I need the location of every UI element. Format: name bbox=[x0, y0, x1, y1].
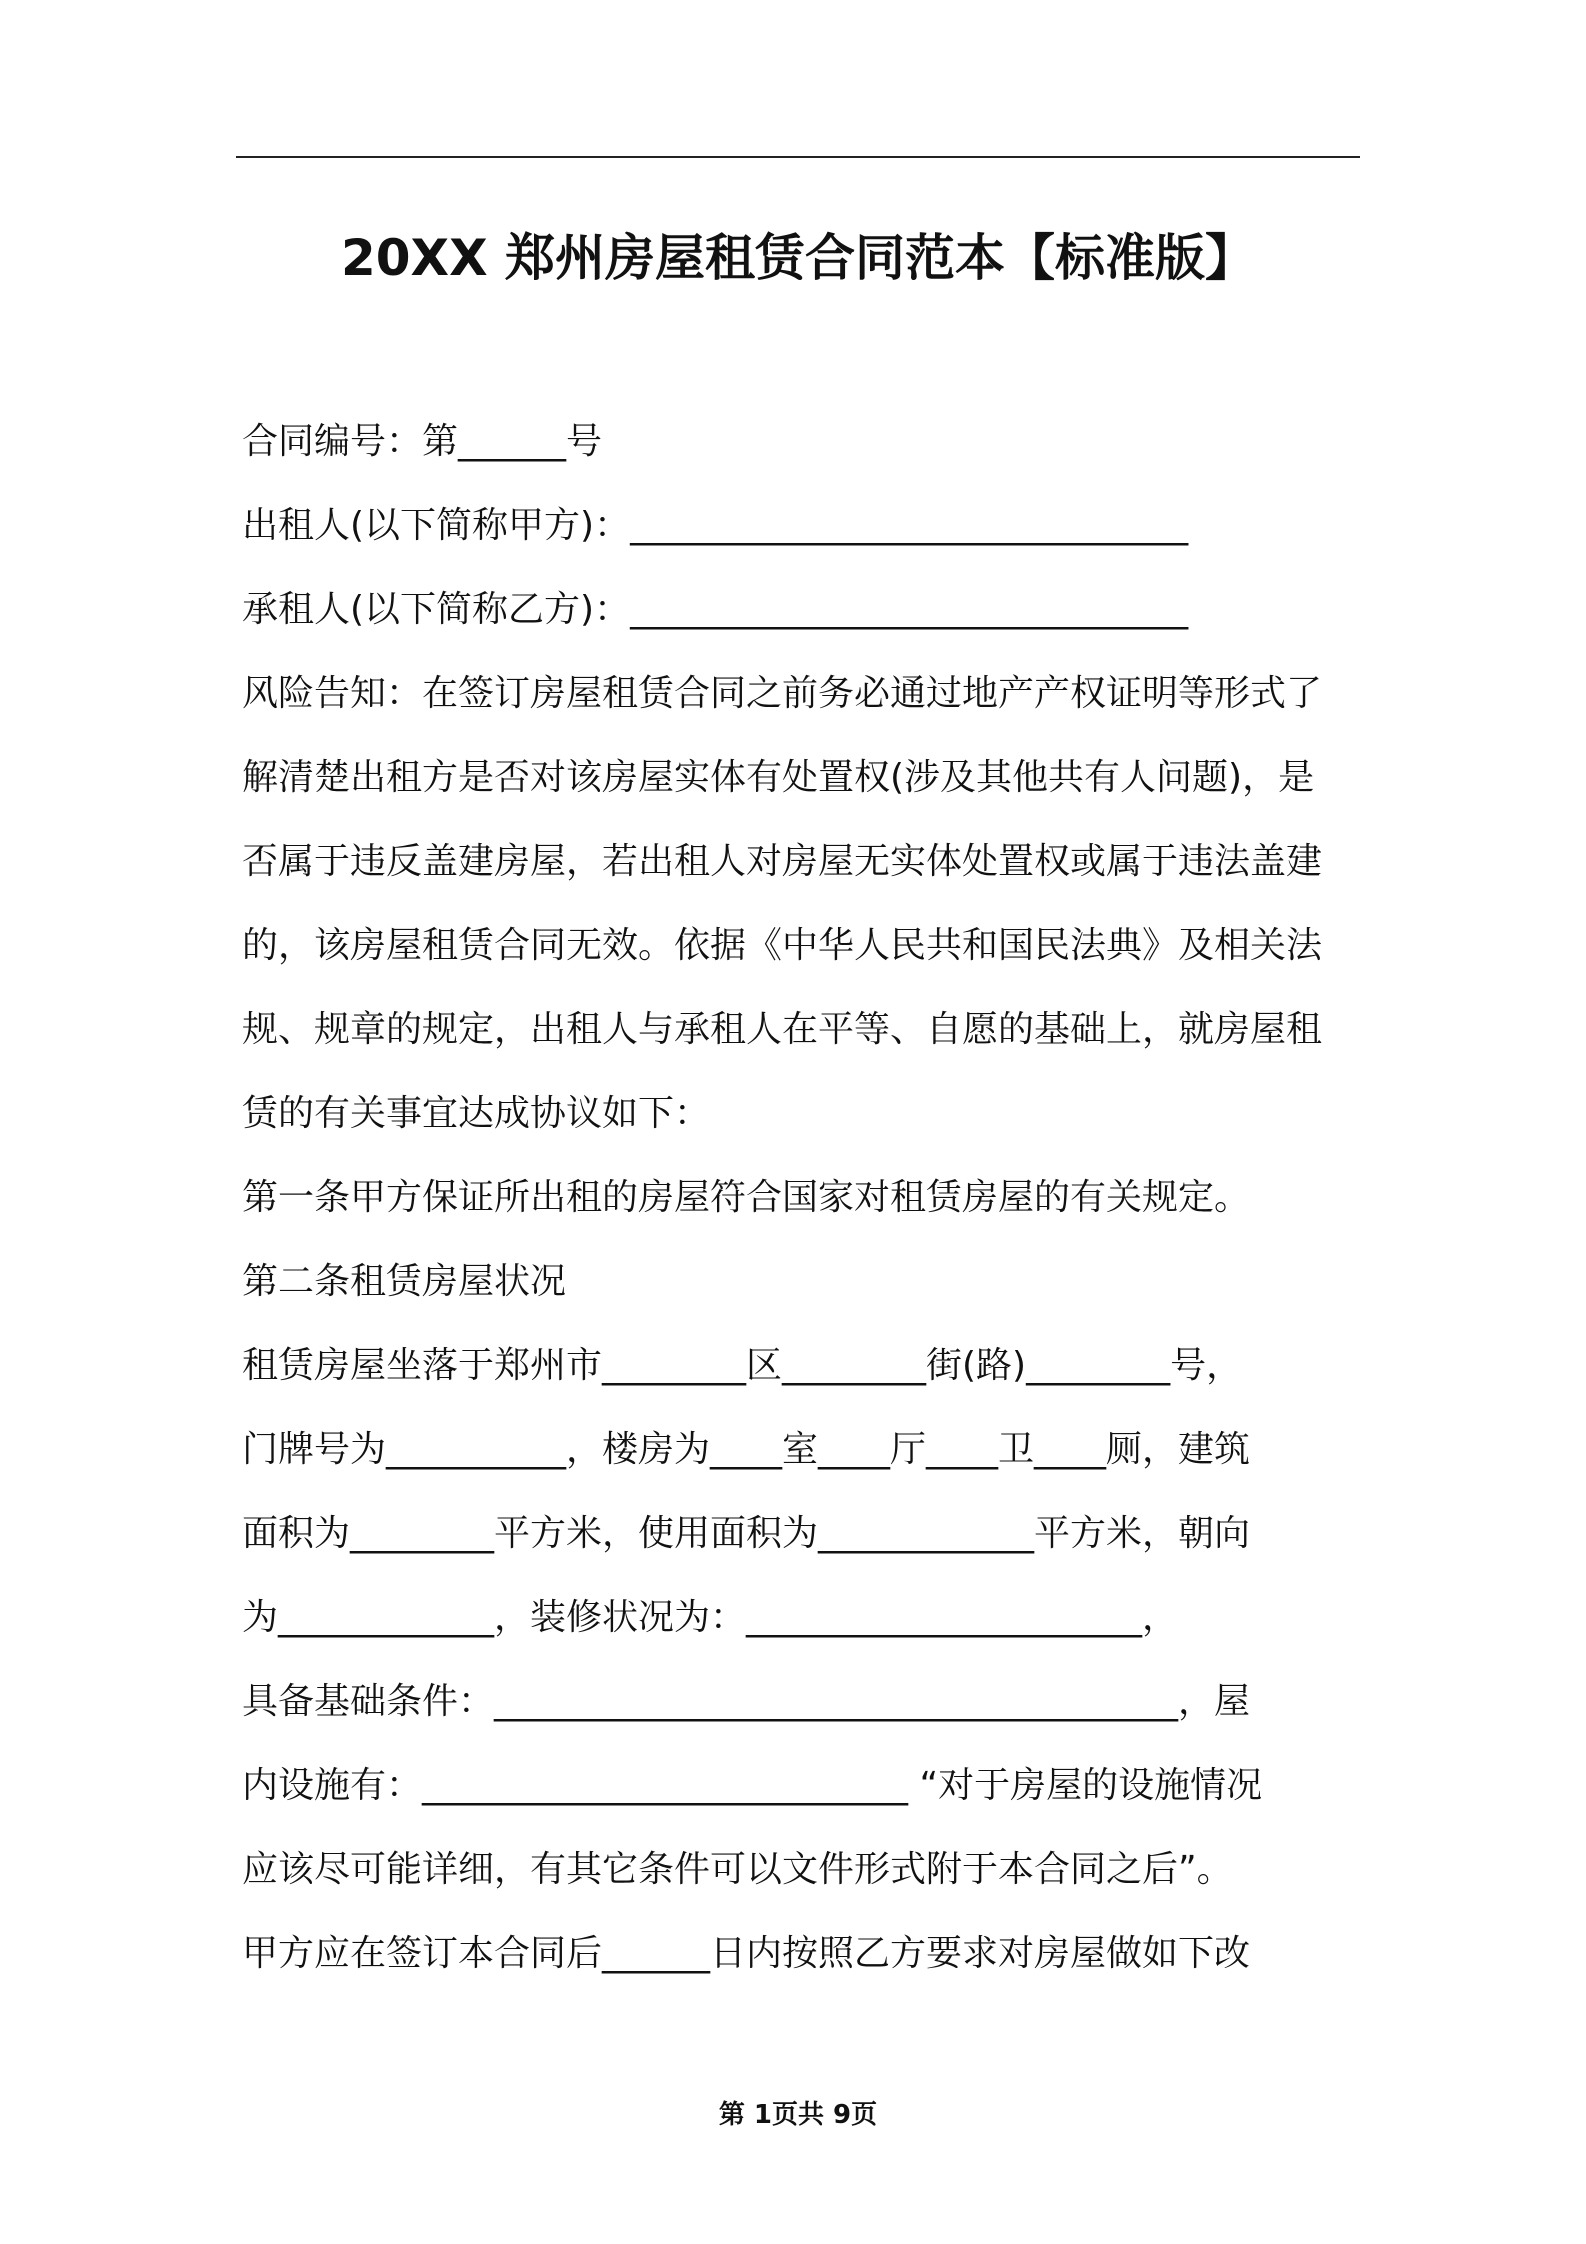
article-2-line-8: 甲方应在签订本合同后______日内按照乙方要求对房屋做如下改 bbox=[242, 1933, 1251, 1974]
article-2-line-2: 门牌号为__________，楼房为____室____厅____卫____厕，建筑 bbox=[242, 1429, 1251, 1470]
document-body bbox=[242, 400, 1366, 1996]
risk-notice-line-5: 规、规章的规定，出租人与承租人在平等、自愿的基础上，就房屋租 bbox=[242, 1009, 1323, 1050]
article-2-line-5: 具备基础条件：______________________________________，屋 bbox=[242, 1681, 1251, 1722]
risk-notice-line-6: 赁的有关事宜达成协议如下： bbox=[242, 1093, 711, 1134]
risk-notice-line-2: 解清楚出租方是否对该房屋实体有处置权(涉及其他共有人问题)，是 bbox=[242, 757, 1315, 798]
article-2-line-4: 为____________，装修状况为：______________________， bbox=[242, 1597, 1179, 1638]
article-2-line-6: 内设施有：___________________________ “对于房屋的设施情况 bbox=[242, 1765, 1263, 1806]
page-number: 第 1页共 9页 bbox=[718, 2100, 878, 2130]
article-2-heading: 第二条租赁房屋状况 bbox=[242, 1261, 567, 1302]
document-title: 20XX 郑州房屋租赁合同范本【标准版】 bbox=[340, 229, 1256, 287]
article-2-line-3: 面积为________平方米，使用面积为____________平方米，朝向 bbox=[242, 1513, 1251, 1554]
header-rule bbox=[236, 156, 1360, 158]
lessee-line: 承租人(以下简称乙方)：_______________________________ bbox=[242, 589, 1189, 630]
article-2-line-7: 应该尽可能详细，有其它条件可以文件形式附于本合同之后”。 bbox=[242, 1849, 1233, 1890]
contract-number-line: 合同编号：第______号 bbox=[242, 421, 603, 462]
article-1-line: 第一条甲方保证所出租的房屋符合国家对租赁房屋的有关规定。 bbox=[242, 1177, 1251, 1218]
article-2-line-1: 租赁房屋坐落于郑州市________区________街(路)________号， bbox=[242, 1345, 1243, 1386]
risk-notice-line-3: 否属于违反盖建房屋，若出租人对房屋无实体处置权或属于违法盖建 bbox=[242, 841, 1323, 882]
risk-notice-line-4: 的，该房屋租赁合同无效。依据《中华人民共和国民法典》及相关法 bbox=[242, 925, 1323, 966]
risk-notice-line-1: 风险告知：在签订房屋租赁合同之前务必通过地产产权证明等形式了 bbox=[242, 673, 1323, 714]
lessor-line: 出租人(以下简称甲方)：_______________________________ bbox=[242, 505, 1189, 546]
